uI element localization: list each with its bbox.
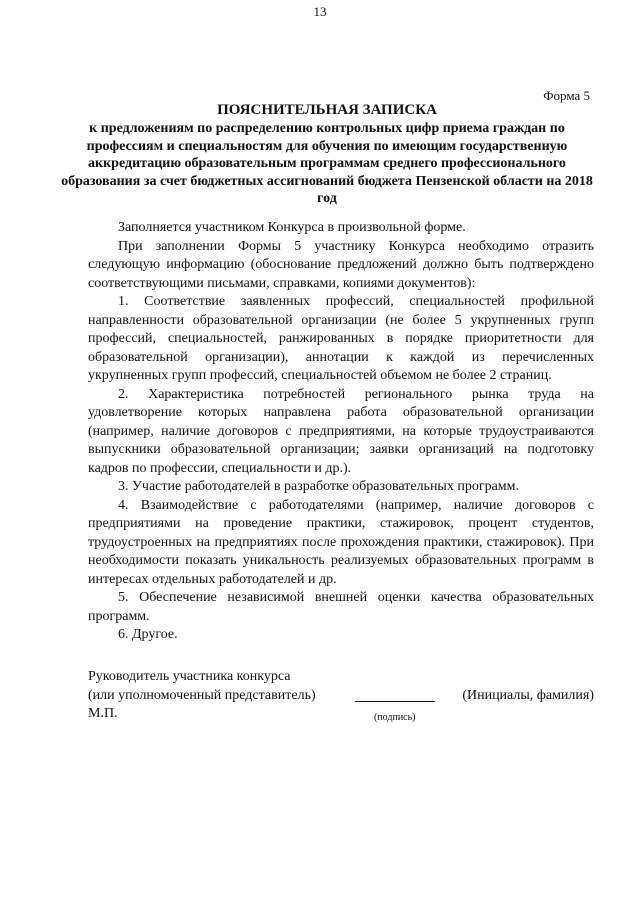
form-label: Форма 5: [543, 88, 590, 103]
stamp-label: М.П.: [88, 706, 118, 721]
paragraph-intro: Заполняется участником Конкурса в произвольной форме.: [118, 220, 466, 235]
document-title: ПОЯСНИТЕЛЬНАЯ ЗАПИСКА: [217, 102, 437, 118]
title-block: [60, 101, 594, 208]
paragraph-item-5: 5. Обеспечение независимой внешней оценки качества образовательных программ.: [88, 590, 594, 624]
signature-line1: Руководитель участника конкурса: [88, 669, 291, 684]
paragraph-item-2: 2. Характеристика потребностей регионального рынка труда на удовлетворение которых направлена работа образовательной организации (например, наличие договоров с предприятиями, на которые трудоустраиваются выпускники образовательной организации; заявки организаций на подготовку кадров по профессии, специальности и др.).: [88, 386, 594, 476]
document-subtitle: к предложениям по распределению контрольных цифр приема граждан по профессиям и специальностям для обучения по имеющим государственную аккредитацию образовательным программам среднего профессионального образования за счет бюджетных ассигнований бюджета Пензенской области на 2018 год: [61, 121, 593, 207]
signature-row-1: [88, 668, 594, 687]
paragraph-item-6: 6. Другое.: [118, 627, 178, 642]
body-text: [88, 219, 594, 645]
signature-initials: (Инициалы, фамилия): [462, 687, 594, 703]
paragraph-item-4: 4. Взаимодействие с работодателями (например, наличие договоров с предприятиями на проведение практики, стажировок, процент студентов, трудоустроенных на предприятиях после прохождения практики, стажировок). При необходимости показать уникальность реализуемых образовательных программ в интересах отдельных работодателей и др.: [88, 497, 594, 587]
paragraph-instructions: При заполнении Формы 5 участнику Конкурса необходимо отразить следующую информацию (обоснование предложений должно быть подтверждено соответствующими письмами, справками, копиями документов):: [88, 238, 594, 291]
page-number: 13: [313, 4, 327, 19]
signature-block: [88, 668, 594, 724]
signature-row-2: [88, 687, 594, 706]
paragraph-item-3: 3. Участие работодателей в разработке образовательных программ.: [118, 479, 520, 494]
signature-line2: (или уполномоченный представитель): [88, 687, 316, 703]
signature-caption: (подпись): [374, 712, 416, 723]
paragraph-item-1: 1. Соответствие заявленных профессий, специальностей профильной направленности образовательной организации (не более 5 укрупненных групп профессий, специальностей, ранжированных в порядке приоритетности для образовательной организации), аннотации к каждой из перечисленных укрупненных групп профессий, специальностей объемом не более 2 страниц.: [88, 294, 594, 383]
signature-underline: [355, 701, 435, 702]
signature-row-3: [88, 705, 594, 724]
